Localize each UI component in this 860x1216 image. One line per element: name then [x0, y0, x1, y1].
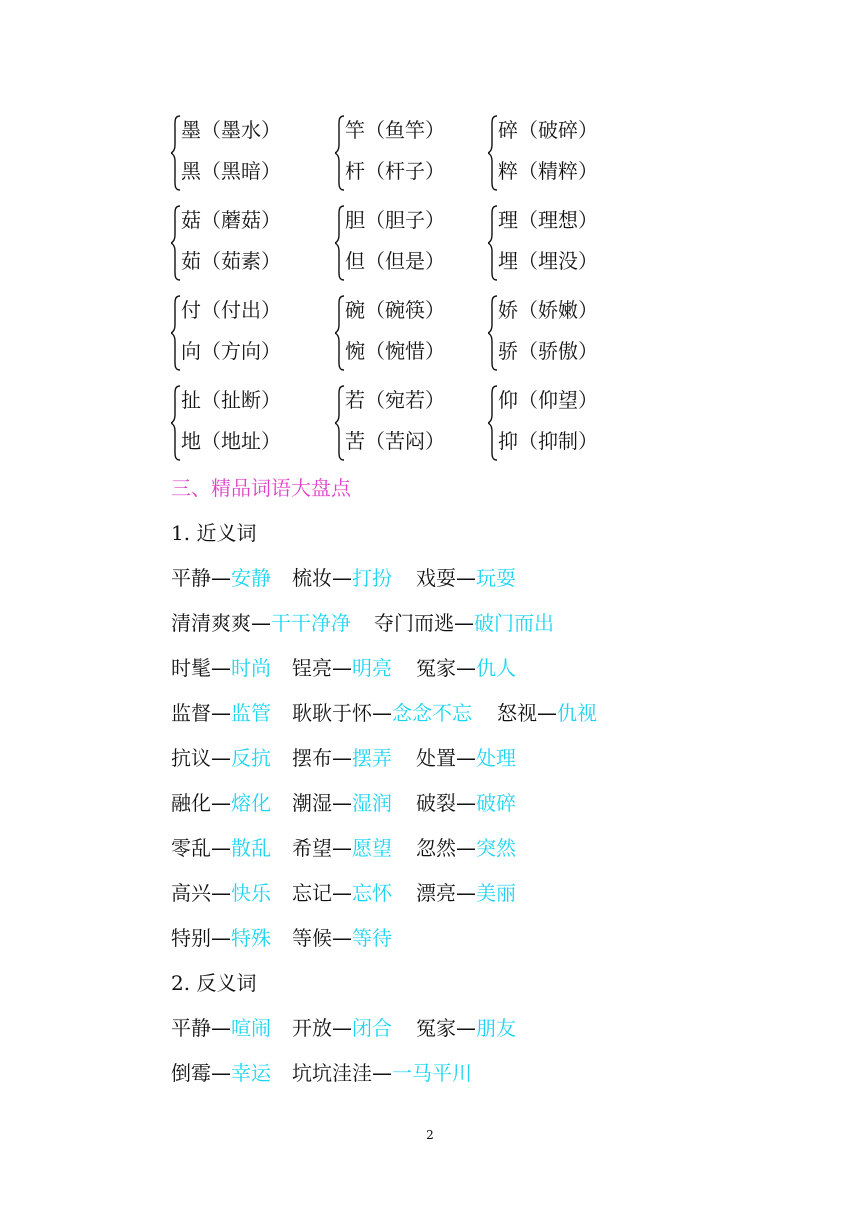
- dash: —: [332, 791, 352, 815]
- word-pair: [416, 880, 516, 906]
- dash: —: [211, 836, 231, 860]
- word: 戏耍: [416, 566, 456, 590]
- word-pair: [292, 1015, 416, 1041]
- word: 怒视: [497, 701, 537, 725]
- char-pair-bottom: 但（但是）: [345, 249, 445, 273]
- answer-word: 忘怀: [352, 881, 392, 905]
- word: 高兴: [171, 881, 211, 905]
- answer-word: 等待: [352, 926, 392, 950]
- answer-word: 念念不忘: [392, 701, 472, 725]
- dash: —: [251, 611, 271, 635]
- word-pair: [171, 790, 292, 816]
- dash: —: [456, 566, 476, 590]
- word-pair: [171, 1015, 292, 1041]
- answer-word: 幸运: [231, 1061, 271, 1085]
- word: 零乱: [171, 836, 211, 860]
- dash: —: [332, 746, 352, 770]
- word-pair: [292, 835, 416, 861]
- dash: —: [332, 926, 352, 950]
- word-pair: [171, 700, 292, 726]
- word: 潮湿: [292, 791, 332, 815]
- word-pair: [292, 745, 416, 771]
- word: 处置: [416, 746, 456, 770]
- answer-word: 湿润: [352, 791, 392, 815]
- word-pair: [171, 745, 292, 771]
- dash: —: [456, 881, 476, 905]
- answer-word: 处理: [476, 746, 516, 770]
- synonym-row: [171, 925, 392, 951]
- answer-word: 破碎: [476, 791, 516, 815]
- word-pair: [292, 790, 416, 816]
- answer-word: 熔化: [231, 791, 271, 815]
- answer-word: 破门而出: [474, 611, 554, 635]
- dash: —: [211, 746, 231, 770]
- word: 忽然: [416, 836, 456, 860]
- dash: —: [537, 701, 557, 725]
- dash: —: [211, 701, 231, 725]
- antonyms-title: 2. 反义词: [171, 971, 257, 995]
- dash: —: [456, 746, 476, 770]
- word: 监督: [171, 701, 211, 725]
- word: 平静: [171, 1016, 211, 1040]
- char-pair-top: 菇（蘑菇）: [181, 208, 281, 232]
- dash: —: [332, 656, 352, 680]
- answer-word: 反抗: [231, 746, 271, 770]
- antonym-row: [171, 1015, 516, 1041]
- char-pair-top: 仰（仰望）: [498, 388, 598, 412]
- answer-word: 朋友: [476, 1016, 516, 1040]
- char-pair-bottom: 粹（精粹）: [498, 159, 598, 183]
- word: 破裂: [416, 791, 456, 815]
- dash: —: [456, 656, 476, 680]
- word: 冤家: [416, 656, 456, 680]
- antonym-row: [171, 1060, 472, 1086]
- synonym-row: [171, 700, 597, 726]
- word-pair: [171, 610, 374, 636]
- answer-word: 愿望: [352, 836, 392, 860]
- char-pair-top: 墨（墨水）: [181, 118, 281, 142]
- word-pair: [171, 565, 292, 591]
- answer-word: 闭合: [352, 1016, 392, 1040]
- word-pair: [292, 655, 416, 681]
- word-pair: [416, 1015, 516, 1041]
- synonym-row: [171, 790, 516, 816]
- word-pair: [292, 565, 416, 591]
- word: 漂亮: [416, 881, 456, 905]
- word: 锃亮: [292, 656, 332, 680]
- word: 时髦: [171, 656, 211, 680]
- dash: —: [211, 1061, 231, 1085]
- word: 忘记: [292, 881, 332, 905]
- synonym-row: [171, 565, 516, 591]
- dash: —: [211, 791, 231, 815]
- dash: —: [332, 1016, 352, 1040]
- char-pair-bottom: 向（方向）: [181, 339, 281, 363]
- answer-word: 明亮: [352, 656, 392, 680]
- dash: —: [456, 1016, 476, 1040]
- word: 等候: [292, 926, 332, 950]
- word: 耿耿于怀: [292, 701, 372, 725]
- char-pair-top: 若（宛若）: [345, 388, 445, 412]
- word: 特别: [171, 926, 211, 950]
- word-pair: [171, 835, 292, 861]
- dash: —: [211, 566, 231, 590]
- dash: —: [456, 791, 476, 815]
- word: 摆布: [292, 746, 332, 770]
- char-pair-bottom: 黑（黑暗）: [181, 159, 281, 183]
- answer-word: 玩耍: [476, 566, 516, 590]
- dash: —: [372, 701, 392, 725]
- synonym-row: [171, 655, 516, 681]
- page-number: 2: [426, 1128, 434, 1142]
- answer-word: 特殊: [231, 926, 271, 950]
- word: 坑坑洼洼: [292, 1061, 372, 1085]
- answer-word: 安静: [231, 566, 271, 590]
- word-pair: [497, 700, 597, 726]
- answer-word: 仇视: [557, 701, 597, 725]
- char-pair-bottom: 骄（骄傲）: [498, 339, 598, 363]
- word-pair: [171, 1060, 292, 1086]
- synonym-row: [171, 880, 516, 906]
- word-pair: [416, 790, 516, 816]
- char-pair-bottom: 抑（抑制）: [498, 429, 598, 453]
- dash: —: [211, 656, 231, 680]
- char-pair-top: 扯（扯断）: [181, 388, 281, 412]
- char-pair-bottom: 地（地址）: [181, 429, 281, 453]
- dash: —: [211, 1016, 231, 1040]
- dash: —: [332, 881, 352, 905]
- dash: —: [454, 611, 474, 635]
- word: 平静: [171, 566, 211, 590]
- word-pair: [171, 655, 292, 681]
- word-pair: [292, 700, 497, 726]
- answer-word: 突然: [476, 836, 516, 860]
- char-pair-top: 理（理想）: [498, 208, 598, 232]
- synonym-row: [171, 745, 516, 771]
- dash: —: [456, 836, 476, 860]
- answer-word: 打扮: [352, 566, 392, 590]
- word: 开放: [292, 1016, 332, 1040]
- answer-word: 仇人: [476, 656, 516, 680]
- answer-word: 喧闹: [231, 1016, 271, 1040]
- section-title: 三、精品词语大盘点: [171, 476, 351, 500]
- dash: —: [211, 926, 231, 950]
- answer-word: 干干净净: [271, 611, 351, 635]
- word: 清清爽爽: [171, 611, 251, 635]
- word: 融化: [171, 791, 211, 815]
- word-pair: [374, 610, 554, 636]
- word-pair: [416, 565, 516, 591]
- word: 抗议: [171, 746, 211, 770]
- char-pair-top: 胆（胆子）: [345, 208, 445, 232]
- dash: —: [211, 881, 231, 905]
- char-pair-top: 付（付出）: [181, 298, 281, 322]
- char-pair-top: 竿（鱼竿）: [345, 118, 445, 142]
- word-pair: [292, 880, 416, 906]
- dash: —: [332, 836, 352, 860]
- char-pair-top: 娇（娇嫩）: [498, 298, 598, 322]
- word-pair: [416, 655, 516, 681]
- char-pair-top: 碗（碗筷）: [345, 298, 445, 322]
- synonym-row: [171, 835, 516, 861]
- word: 梳妆: [292, 566, 332, 590]
- word-pair: [416, 835, 516, 861]
- char-pair-bottom: 惋（惋惜）: [345, 339, 445, 363]
- word-pair: [292, 1060, 472, 1086]
- word-pair: [292, 925, 392, 951]
- answer-word: 美丽: [476, 881, 516, 905]
- answer-word: 摆弄: [352, 746, 392, 770]
- dash: —: [332, 566, 352, 590]
- char-pair-bottom: 埋（埋没）: [498, 249, 598, 273]
- answer-word: 时尚: [231, 656, 271, 680]
- char-pair-bottom: 茹（茹素）: [181, 249, 281, 273]
- word-pair: [416, 745, 516, 771]
- synonym-row: [171, 610, 554, 636]
- answer-word: 一马平川: [392, 1061, 472, 1085]
- dash: —: [372, 1061, 392, 1085]
- char-pair-top: 碎（破碎）: [498, 118, 598, 142]
- word: 倒霉: [171, 1061, 211, 1085]
- word: 希望: [292, 836, 332, 860]
- answer-word: 监管: [231, 701, 271, 725]
- word-pair: [171, 880, 292, 906]
- word-pair: [171, 925, 292, 951]
- word: 夺门而逃: [374, 611, 454, 635]
- word: 冤家: [416, 1016, 456, 1040]
- answer-word: 快乐: [231, 881, 271, 905]
- char-pair-bottom: 苦（苦闷）: [345, 429, 445, 453]
- char-pair-bottom: 杆（杆子）: [345, 159, 445, 183]
- answer-word: 散乱: [231, 836, 271, 860]
- synonyms-title: 1. 近义词: [171, 521, 257, 545]
